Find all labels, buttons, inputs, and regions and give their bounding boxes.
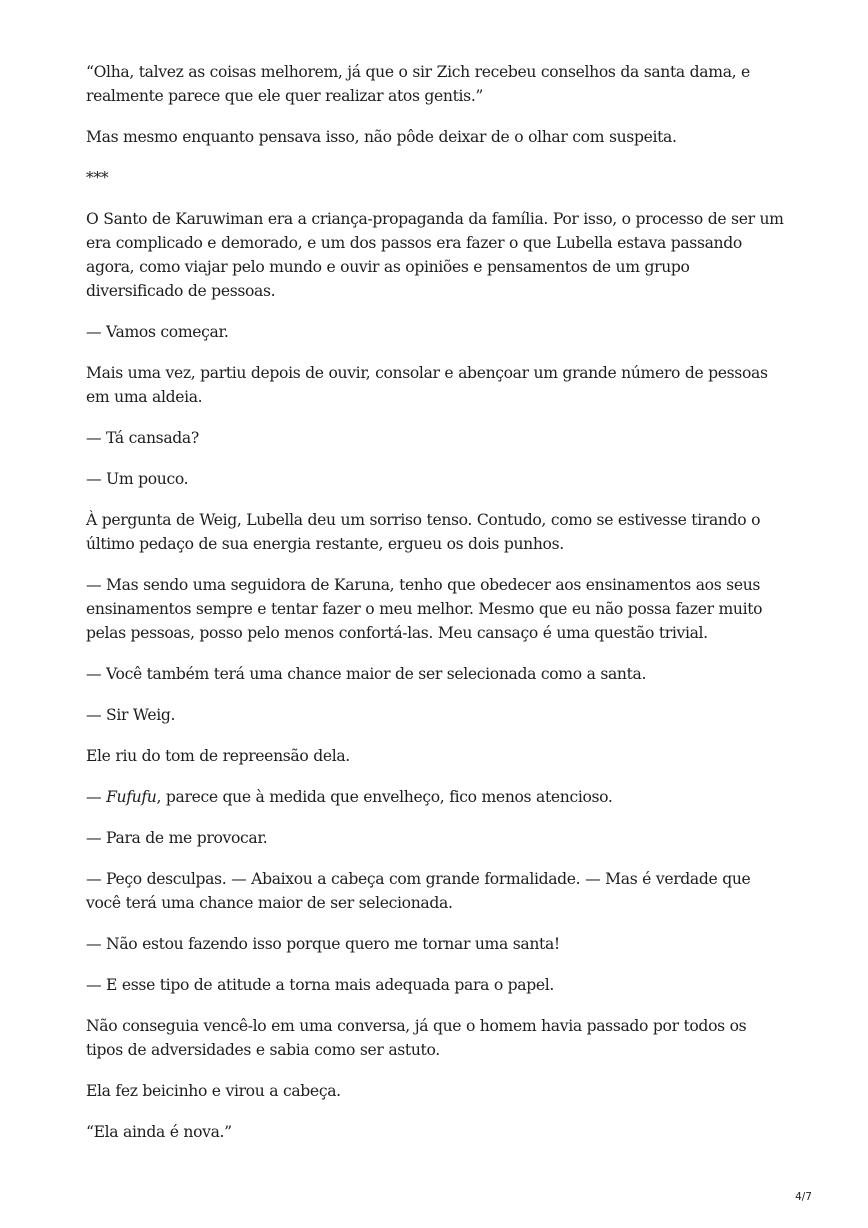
dialogue-line: — Mas sendo uma seguidora de Karuna, tenho que obedecer aos ensinamentos aos seus ensinamentos sempre e tentar fazer o meu melhor. Mesmo que eu não possa fazer muito pelas pessoas, posso pelo menos confortá-las. Meu cansaço é uma questão trivial. [86,576,763,642]
dialogue-text: , parece que à medida que envelheço, fico menos atencioso. [156,788,613,806]
paragraph: O Santo de Karuwiman era a criança-propaganda da família. Por isso, o processo de ser um era complicado e demorado, e um dos passos era fazer o que Lubella estava passando agora, como viajar pelo mundo e ouvir as opiniões e pensamentos de um grupo diversificado de pessoas. [86,210,784,300]
paragraph: “Olha, talvez as coisas melhorem, já que o sir Zich recebeu conselhos da santa dama, e realmente parece que ele quer realizar atos gentis.” [86,63,750,105]
paragraph: Mas mesmo enquanto pensava isso, não pôde deixar de o olhar com suspeita. [86,128,677,146]
dialogue-line: — E esse tipo de atitude a torna mais adequada para o papel. [86,976,555,994]
scene-break: *** [86,169,109,187]
dialogue-line: — Não estou fazendo isso porque quero me tornar uma santa! [86,935,560,953]
paragraph: À pergunta de Weig, Lubella deu um sorriso tenso. Contudo, como se estivesse tirando o último pedaço de sua energia restante, ergueu os dois punhos. [86,511,761,553]
paragraph: “Ela ainda é nova.” [86,1123,232,1141]
paragraph: Mais uma vez, partiu depois de ouvir, consolar e abençoar um grande número de pessoas em uma aldeia. [86,364,768,406]
paragraph: Ele riu do tom de repreensão dela. [86,747,350,765]
document-body [86,60,786,1161]
dialogue-line: — Um pouco. [86,470,189,488]
paragraph: Ela fez beicinho e virou a cabeça. [86,1082,341,1100]
paragraph: Não conseguia vencê-lo em uma conversa, já que o homem havia passado por todos os tipos de adversidades e sabia como ser astuto. [86,1017,747,1059]
dialogue-line: — Você também terá uma chance maior de ser selecionada como a santa. [86,665,647,683]
dialogue-line: — Vamos começar. [86,323,229,341]
dialogue-dash: — [86,788,107,806]
dialogue-line: — Para de me provocar. [86,829,268,847]
dialogue-line: — Sir Weig. [86,706,176,724]
dialogue-line [86,785,786,809]
dialogue-line: — Tá cansada? [86,429,199,447]
page-number: 4/7 [795,1191,812,1203]
dialogue-line: — Peço desculpas. — Abaixou a cabeça com grande formalidade. — Mas é verdade que você terá uma chance maior de ser selecionada. [86,870,751,912]
emphasized-laugh: Fufufu [106,788,157,806]
